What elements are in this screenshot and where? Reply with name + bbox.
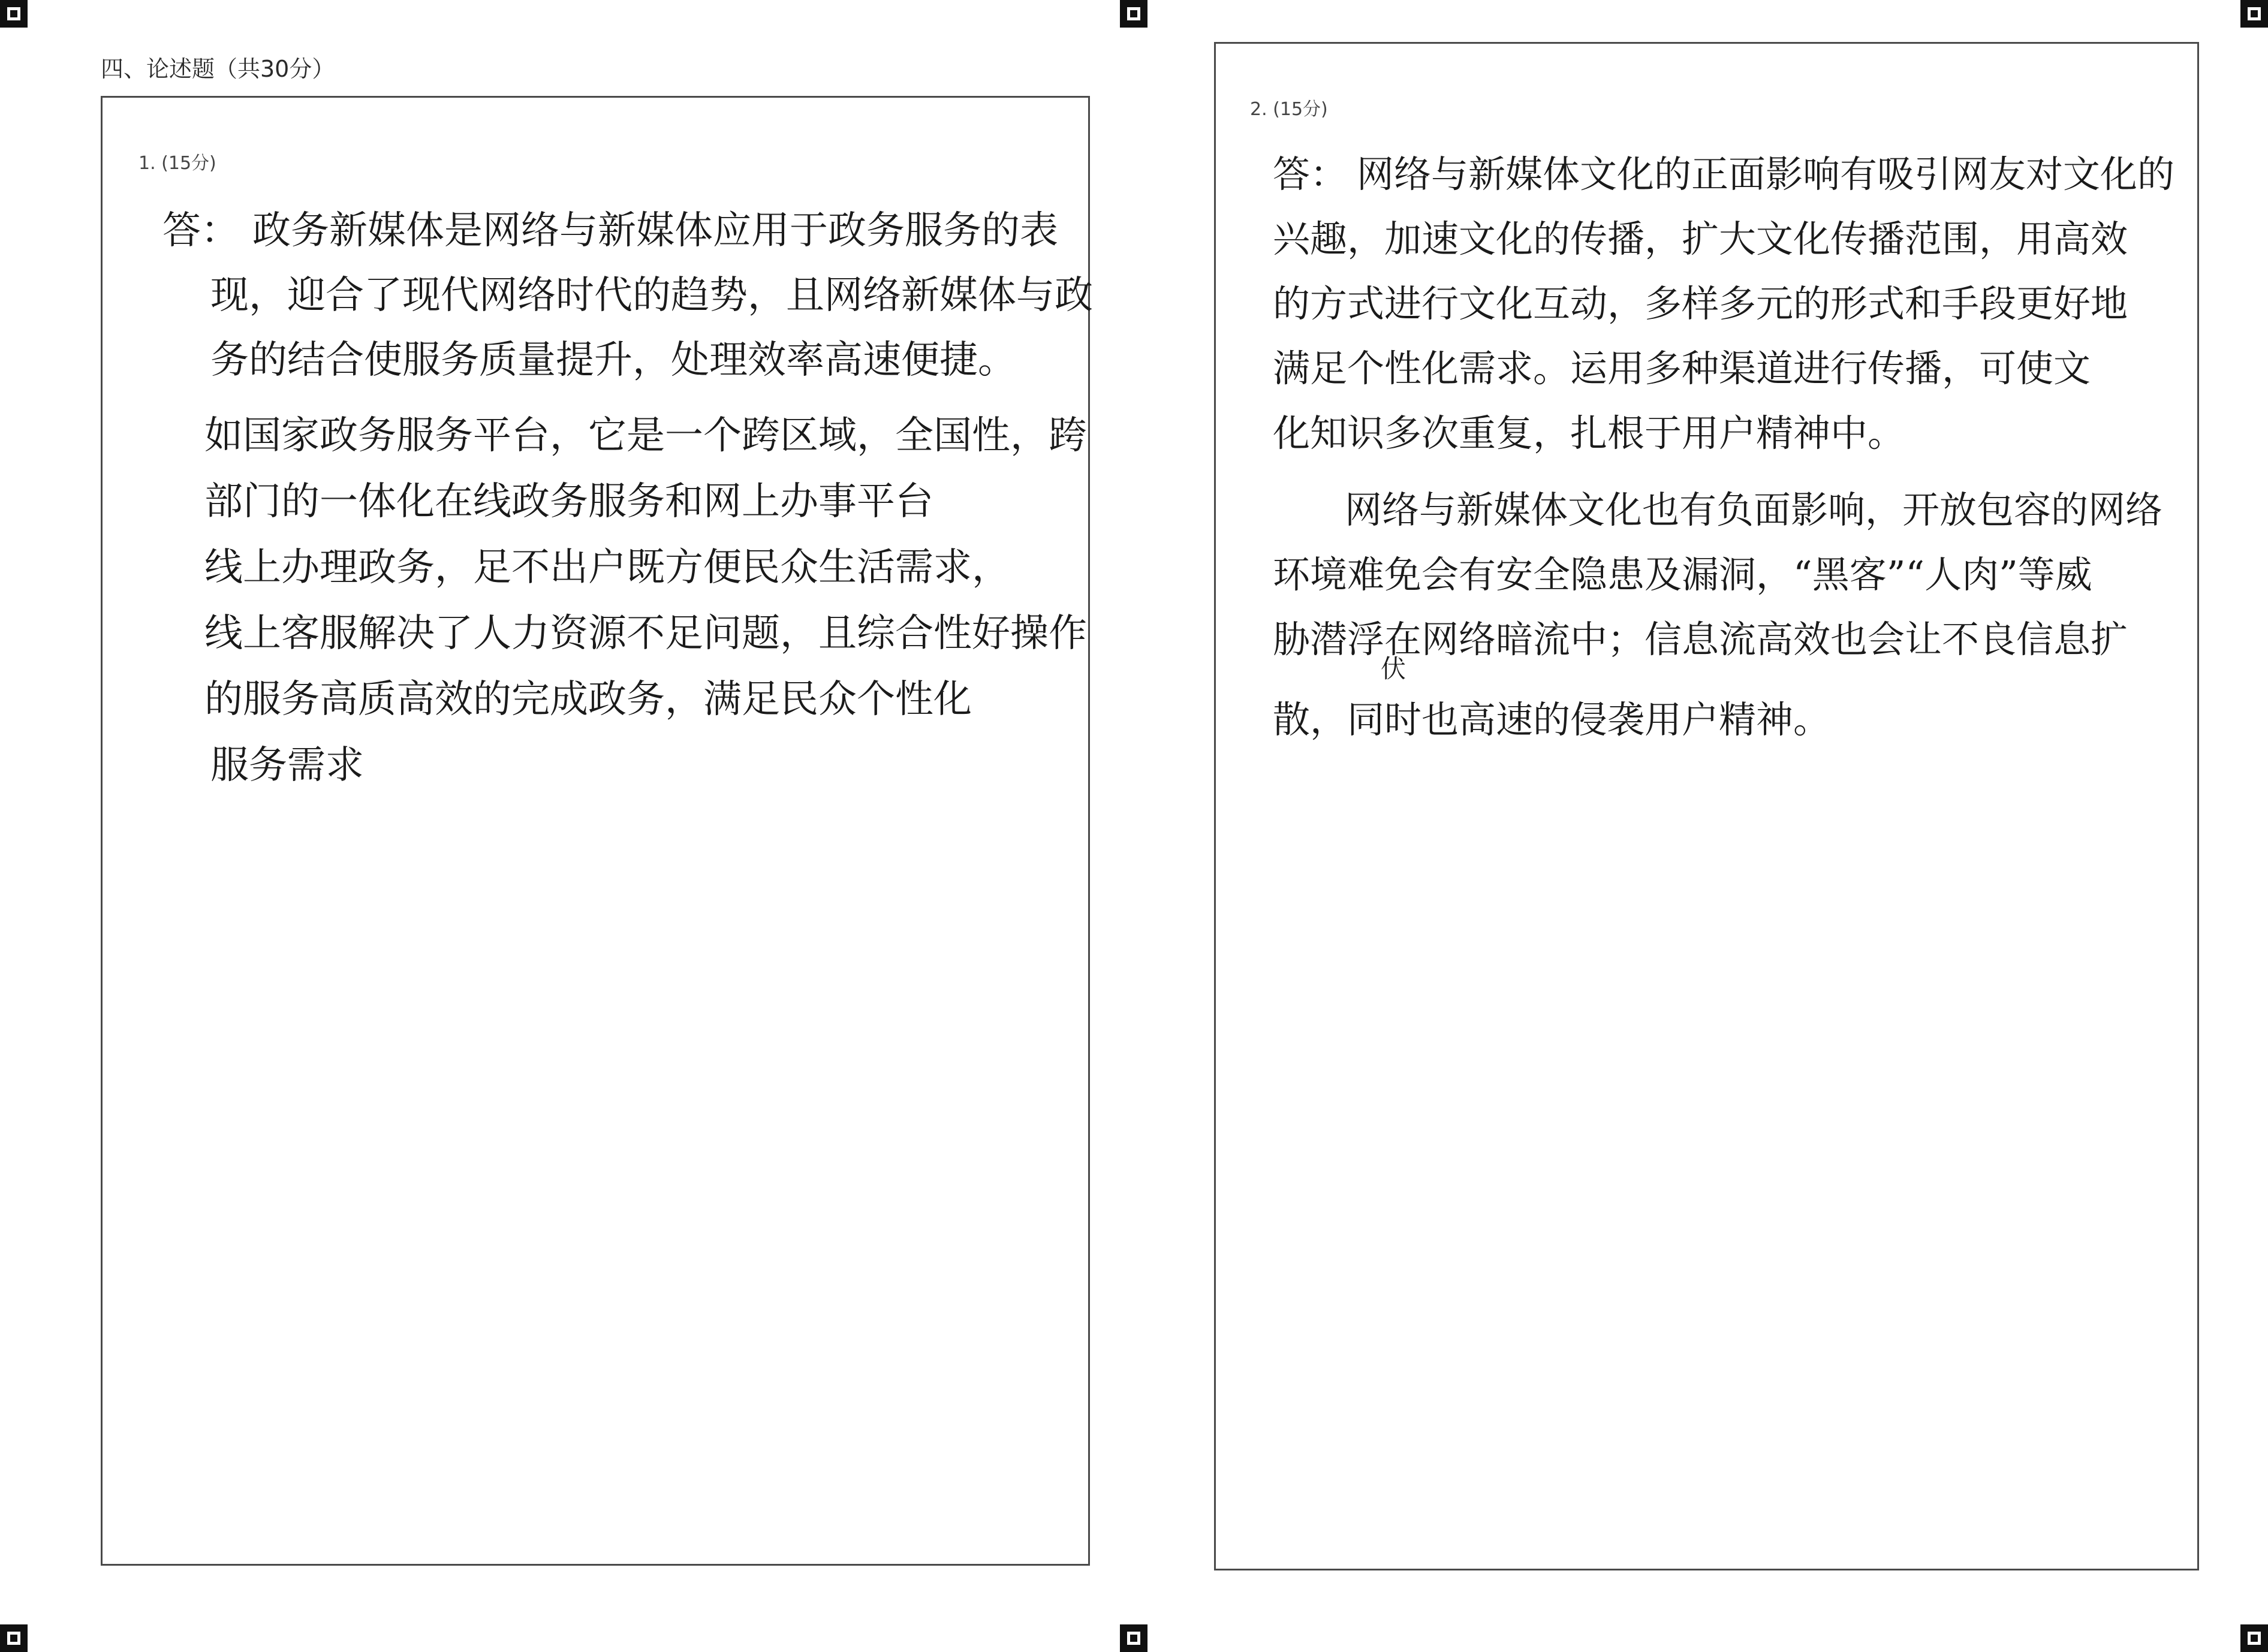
alignment-marker-top-left: [0, 0, 28, 28]
question-1-line: 现，迎合了现代网络时代的趋势，且网络新媒体与政: [210, 273, 1093, 318]
question-2-label: 2. (15分): [1250, 99, 1328, 120]
alignment-marker-bottom-center: [1120, 1624, 1147, 1652]
insertion-mark: 伏: [1381, 654, 1406, 683]
question-1-line: 部门的一体化在线政务服务和网上办事平台: [204, 480, 933, 524]
question-2-line: 满足个性化需求。运用多种渠道进行传播，可使文: [1273, 346, 2091, 390]
question-1-line: 线上办理政务，足不出户既方便民众生活需求，: [204, 545, 1010, 590]
question-2-answer-prefix: 答：: [1273, 152, 1348, 196]
question-1-label: 1. (15分): [138, 153, 216, 174]
question-2-line: 的方式进行文化互动，多样多元的形式和手段更好地: [1273, 282, 2128, 325]
question-1-line: 服务需求: [210, 743, 364, 788]
alignment-marker-top-center: [1120, 0, 1147, 28]
question-2-line: 环境难免会有安全隐患及漏洞，“黑客”“人肉”等威: [1273, 553, 2092, 596]
question-1-line: 务的结合使服务质量提升，处理效率高速便捷。: [210, 338, 1016, 382]
question-2-answer: [1273, 144, 2175, 864]
question-1-line: 政务新媒体是网络与新媒体应用于政务服务的表: [252, 209, 1058, 253]
question-1-line: 的服务高质高效的完成政务，满足民众个性化: [204, 677, 972, 722]
question-1-line: 线上客服解决了人力资源不足问题，且综合性好操作: [204, 611, 1087, 656]
alignment-marker-bottom-right: [2240, 1624, 2268, 1652]
question-1-answer: [162, 200, 1093, 979]
question-1-line: 如国家政务服务平台，它是一个跨区域，全国性，跨: [204, 414, 1087, 458]
alignment-marker-top-right: [2240, 0, 2268, 28]
question-2-line: 网络与新媒体文化的正面影响有吸引网友对文化的: [1357, 152, 2175, 196]
question-2-line: 化知识多次重复，扎根于用户精神中。: [1273, 411, 1905, 455]
question-1-answer-prefix: 答：: [162, 209, 239, 253]
question-2-line: 兴趣，加速文化的传播，扩大文化传播范围，用高效: [1273, 217, 2128, 261]
question-2-line: 网络与新媒体文化也有负面影响，开放包容的网络: [1345, 488, 2163, 532]
answer-box-question-2: [1214, 42, 2199, 1570]
section-title: 四、论述题（共30分）: [101, 56, 335, 82]
question-2-line: 胁潜浮在网络暗流中；信息流高效也会让不良信息扩: [1273, 617, 2128, 661]
question-2-line: 散，同时也高速的侵袭用户精神。: [1273, 698, 1831, 741]
alignment-marker-bottom-left: [0, 1624, 28, 1652]
answer-box-question-1: [101, 96, 1093, 1566]
